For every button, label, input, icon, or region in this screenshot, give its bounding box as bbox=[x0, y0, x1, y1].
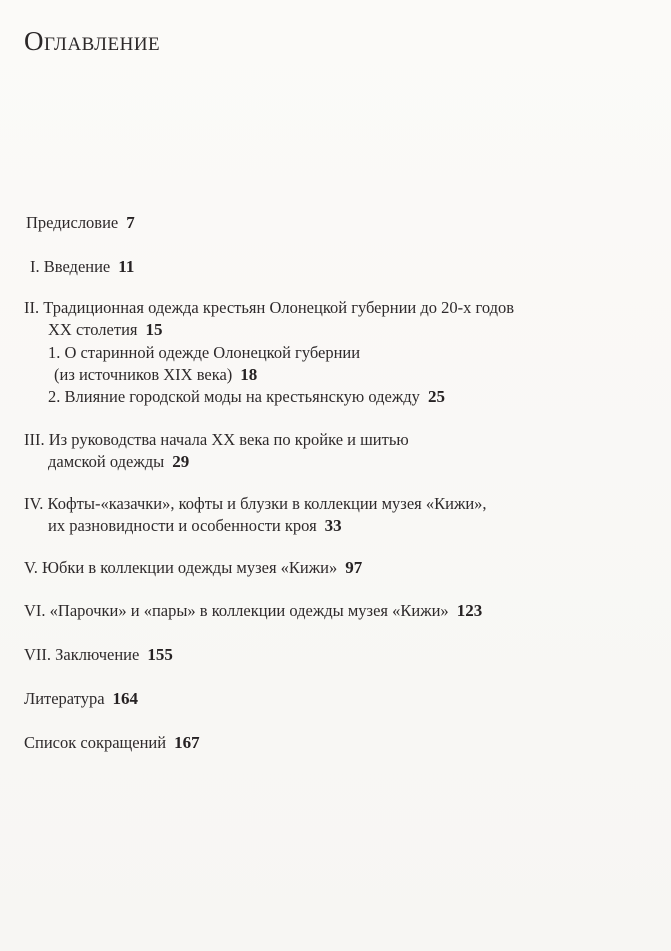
toc-entry-label: IV. Кофты-«казачки», кофты и блузки в коллекции музея «Кижи», bbox=[24, 494, 487, 513]
toc-entry-chapter-4-cont[interactable] bbox=[48, 516, 342, 536]
toc-entry-chapter-7[interactable] bbox=[24, 645, 173, 665]
toc-entry-label: Список сокращений bbox=[24, 733, 167, 752]
toc-page-number: 167 bbox=[174, 733, 200, 752]
toc-entry-label: (из источников XIX века) bbox=[54, 365, 233, 384]
page-title: Оглавление bbox=[24, 26, 161, 56]
toc-entry-label: XX столетия bbox=[48, 320, 138, 339]
toc-entry-section-2-2[interactable] bbox=[48, 387, 445, 407]
toc-entry-label: Литература bbox=[24, 689, 105, 708]
toc-entry-literature[interactable] bbox=[24, 689, 138, 709]
toc-entry-label: I. Введение bbox=[30, 257, 111, 276]
toc-entry-label: 2. Влияние городской моды на крестьянскую одежду bbox=[48, 387, 420, 406]
toc-entry-preface[interactable] bbox=[26, 213, 135, 233]
toc-entry-label: II. Традиционная одежда крестьян Олонецкой губернии до 20-х годов bbox=[24, 298, 515, 317]
toc-page-number: 15 bbox=[145, 320, 163, 339]
toc-entry-abbreviations[interactable] bbox=[24, 733, 200, 753]
toc-entry-label: Предисловие bbox=[26, 213, 119, 232]
toc-entry-chapter-2-cont[interactable] bbox=[48, 320, 163, 340]
toc-entry-label: 1. О старинной одежде Олонецкой губернии bbox=[48, 343, 361, 362]
toc-entry-chapter-4[interactable] bbox=[24, 494, 487, 514]
toc-page-number: 33 bbox=[324, 516, 342, 535]
toc-entry-section-2-1[interactable] bbox=[48, 343, 360, 363]
toc-page-number: 155 bbox=[147, 645, 173, 664]
toc-entry-intro[interactable] bbox=[30, 257, 134, 277]
toc-page-number: 164 bbox=[112, 689, 139, 708]
toc-entry-chapter-3-cont[interactable] bbox=[48, 452, 189, 472]
toc-entry-section-2-1-cont[interactable] bbox=[54, 365, 257, 385]
toc-entry-label: VII. Заключение bbox=[24, 645, 140, 664]
toc-page-number: 97 bbox=[345, 558, 363, 577]
toc-entry-chapter-5[interactable] bbox=[24, 558, 362, 578]
toc-page-number: 29 bbox=[172, 452, 190, 471]
toc-page-number: 11 bbox=[118, 257, 135, 276]
toc-entry-chapter-6[interactable] bbox=[24, 601, 482, 621]
toc-page-number: 18 bbox=[240, 365, 258, 384]
toc-page-number: 25 bbox=[427, 387, 445, 406]
toc-entry-label: III. Из руководства начала XX века по кройке и шитью bbox=[24, 430, 409, 449]
toc-page-number: 7 bbox=[126, 213, 135, 232]
toc-entry-label: дамской одежды bbox=[48, 452, 165, 471]
toc-entry-label: их разновидности и особенности кроя bbox=[48, 516, 317, 535]
toc-entry-label: V. Юбки в коллекции одежды музея «Кижи» bbox=[24, 558, 338, 577]
toc-entry-chapter-2[interactable] bbox=[24, 298, 514, 318]
toc-page-number: 123 bbox=[456, 601, 483, 620]
toc-entry-label: VI. «Парочки» и «пары» в коллекции одежды музея «Кижи» bbox=[24, 601, 449, 620]
toc-entry-chapter-3[interactable] bbox=[24, 430, 409, 450]
